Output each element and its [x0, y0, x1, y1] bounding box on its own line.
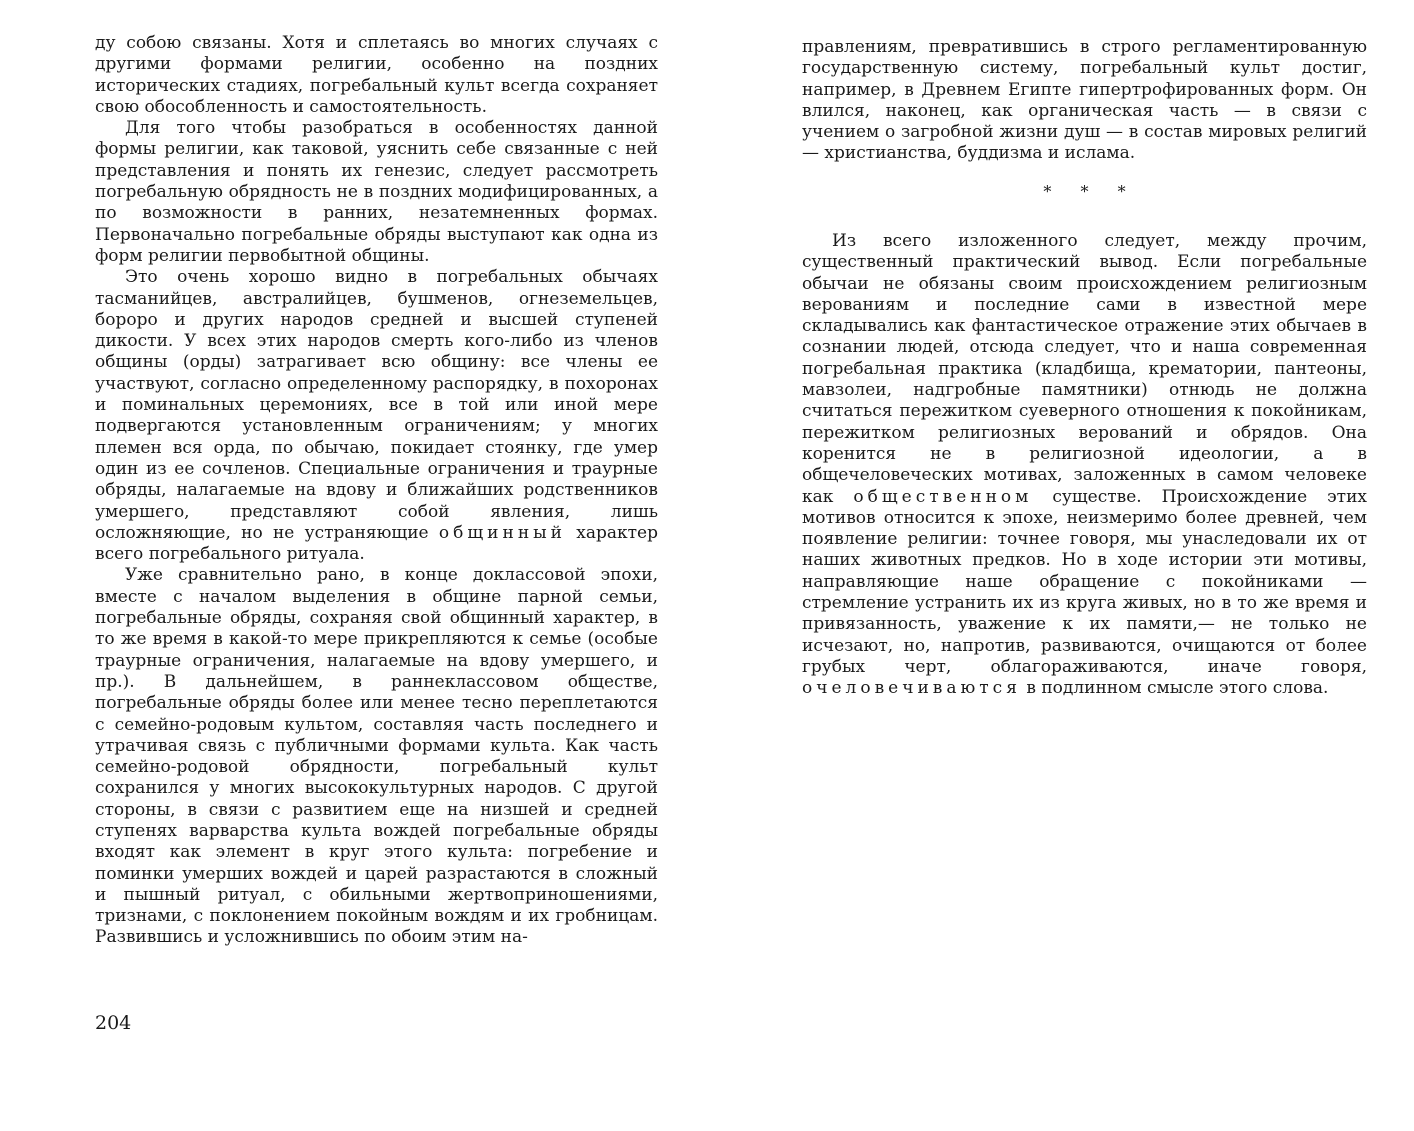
emphasized-word: общинный [438, 522, 567, 543]
paragraph-text: Из всего изложенного следует, между прочим, существенный практический вывод. Если погребальные обычаи не обязаны своим происхождением религиозным верованиям и последние сами в известной мере складывались как фантастическое отражение этих обычаев в сознании людей, отсюда следует, что и наша современная погребальная практика (кладбища, крематории, пантеоны, мавзолеи, надгробные памятники) отнюдь не должна считаться пережитком суеверного отношения к покойникам, пережитком религиозных верований и обрядов. Она коренится не в религиозной идеологии, а в общечеловеческих мотивах, заложенных в самом человеке как [802, 231, 1367, 507]
left-page-text [95, 33, 658, 949]
right-page [802, 0, 1367, 1131]
right-page-bottom-text [802, 231, 1367, 700]
paragraph: ду собою связаны. Хотя и сплетаясь во многих случаях с другими формами религии, особенно на поздних исторических стадиях, погребальный культ всегда сохраняет свою обособленность и самостоятельность. [95, 33, 658, 117]
paragraph [95, 267, 658, 565]
paragraph-text: существе. Происхождение этих мотивов относится к эпохе, неизмеримо более древней, чем появление религии: точнее говоря, мы унаследовали их от наших животных предков. Но в ходе истории эти мотивы, направляющие наше обращение с покойниками — стремление устранить их из круга живых, но в то же время и привязанность, уважение к их памяти,— не только не исчезают, но, напротив, развиваются, очищаются от более грубых черт, облагораживаются, иначе говоря, [802, 486, 1367, 677]
emphasized-word: общественном [853, 486, 1033, 507]
left-page [95, 0, 658, 1131]
paragraph [802, 231, 1367, 700]
paragraph-text: в подлинном смысле этого слова. [1020, 678, 1329, 699]
right-page-top-text [802, 37, 1367, 165]
paragraph-text: Это очень хорошо видно в погребальных обычаях тасманийцев, австралийцев, бушменов, огнеземельцев, бороро и других народов средней и высшей ступеней дикости. У всех этих народов смерть кого-либо из членов общины (орды) затрагивает всю общину: все члены ее участвуют, согласно определенному распорядку, в похоронах и поминальных церемониях, все в той или иной мере подвергаются установленным ограничениям; у многих племен вся орда, по обычаю, покидает стоянку, где умер один из ее сочленов. Специальные ограничения и траурные обряды, налагаемые на вдову и ближайших родственников умершего, представляют собой явления, лишь осложняющие, но не устраняющие [95, 267, 658, 543]
page-number: 204 [95, 1012, 132, 1034]
emphasized-word: очеловечиваются [802, 678, 1021, 699]
paragraph: Для того чтобы разобраться в особенностях данной формы религии, как таковой, уяснить себе связанные с ней представления и понять их генезис, следует рассмотреть погребальную обрядность не в поздних модифицированных, а по возможности в ранних, незатемненных формах. Первоначально погребальные обряды выступают как одна из форм религии первобытной общины. [95, 118, 658, 266]
paragraph: правлениям, превратившись в строго регламентированную государственную систему, погребальный культ достиг, например, в Древнем Египте гипертрофированных форм. Он влился, наконец, как органическая часть — в связи с учением о загробной жизни душ — в состав мировых религий — христианства, буддизма и ислама. [802, 37, 1367, 164]
paragraph: Уже сравнительно рано, в конце доклассовой эпохи, вместе с началом выделения в общине парной семьи, погребальные обряды, сохраняя свой общинный характер, в то же время в какой-то мере прикрепляются к семье (особые траурные ограничения, налагаемые на вдову умершего, и пр.). В дальнейшем, в раннеклассовом обществе, погребальные обряды более или менее тесно переплетаются с семейно-родовым культом, составляя часть последнего и утрачивая связь с публичными формами культа. Как часть семейно-родовой обрядности, погребальный культ сохранился у многих высококультурных народов. С другой стороны, в связи с развитием еще на низшей и средней ступенях варварства культа вождей погребальные обряды входят как элемент в круг этого культа: погребение и поминки умерших вождей и царей разрастаются в сложный и пышный ритуал, с обильными жертвоприношениями, тризнами, с поклонением покойным вождям и их гробницам. Развившись и усложнившись по обоим этим на- [95, 565, 658, 948]
paragraph-text: характер всего погребального ритуала. [95, 522, 659, 565]
section-separator: * * * [1043, 182, 1138, 201]
